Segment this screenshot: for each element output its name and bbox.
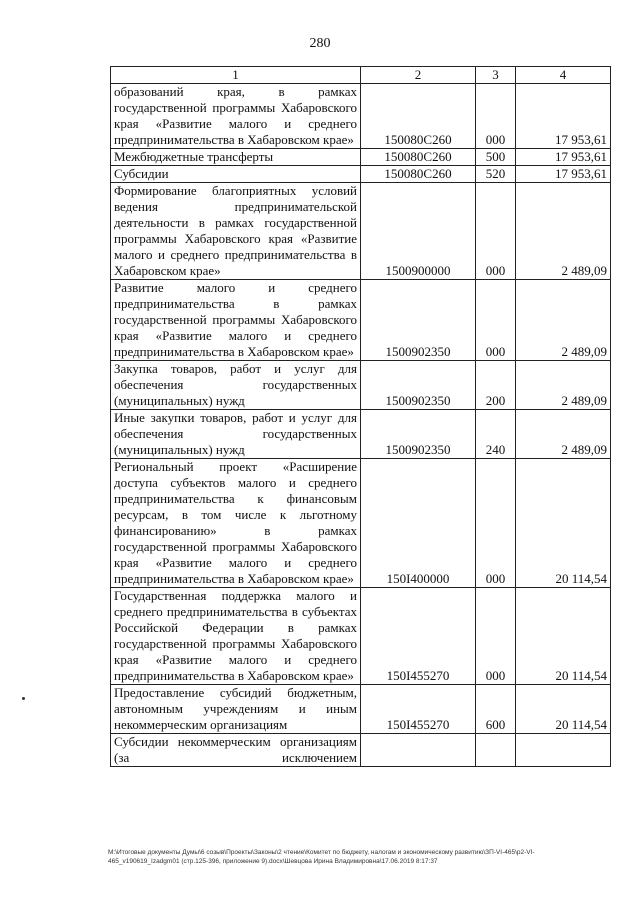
row-amount: 20 114,54 bbox=[516, 459, 611, 588]
table-row bbox=[111, 280, 611, 361]
table-row bbox=[111, 588, 611, 685]
table-row bbox=[111, 166, 611, 183]
row-code: 150I455270 bbox=[361, 685, 476, 734]
row-name: образований края, в рамках государственной программы Хабаровского края «Развитие малого и среднего предпринимательства в Хабаровском крае» bbox=[111, 84, 361, 149]
row-amount: 17 953,61 bbox=[516, 149, 611, 166]
row-code: 150080С260 bbox=[361, 166, 476, 183]
file-path-footer bbox=[108, 848, 613, 866]
page-number: 280 bbox=[309, 36, 331, 51]
row-type: 240 bbox=[476, 410, 516, 459]
row-code: 150I455270 bbox=[361, 588, 476, 685]
table-row bbox=[111, 183, 611, 280]
table-row bbox=[111, 84, 611, 149]
row-type: 600 bbox=[476, 685, 516, 734]
row-name: Региональный проект «Расширение доступа субъектов малого и среднего предпринимательства к финансовым ресурсам, в том числе к льготному финансированию» в рамках государственной программы Хабаровского края «Развитие малого и среднего предпринимательства в Хабаровском крае» bbox=[111, 459, 361, 588]
row-amount: 2 489,09 bbox=[516, 183, 611, 280]
row-type: 000 bbox=[476, 84, 516, 149]
row-amount: 2 489,09 bbox=[516, 280, 611, 361]
column-header: 3 bbox=[476, 67, 516, 84]
table-row bbox=[111, 149, 611, 166]
footer-line: 465_v190619_Izadgm01 (стр.125-396, приложение 9).docx\Шевцова Ирина Владимировна\17.06.2019 8:17:37 bbox=[108, 858, 438, 865]
header-row bbox=[111, 67, 611, 84]
row-amount bbox=[516, 734, 611, 767]
row-code: 150080С260 bbox=[361, 84, 476, 149]
row-name: Субсидии bbox=[111, 166, 361, 183]
row-code bbox=[361, 734, 476, 767]
row-type: 000 bbox=[476, 183, 516, 280]
footer-line: М:\Итоговые документы Думы\6 созыв\Проекты\Законы\2 чтение\Комитет по бюджету, налогам и экономическому развитию\ЗП-VI-465\р2-VI- bbox=[108, 849, 535, 856]
row-amount: 2 489,09 bbox=[516, 410, 611, 459]
row-name: Государственная поддержка малого и среднего предпринимательства в субъектах Российской Федерации в рамках государственной программы Хабаровского края «Развитие малого и среднего предпринимательства в Хабаровском крае» bbox=[111, 588, 361, 685]
row-type bbox=[476, 734, 516, 767]
row-name: Межбюджетные трансферты bbox=[111, 149, 361, 166]
table-row bbox=[111, 685, 611, 734]
row-amount: 17 953,61 bbox=[516, 166, 611, 183]
table-row bbox=[111, 734, 611, 767]
column-header: 1 bbox=[111, 67, 361, 84]
row-code: 1500902350 bbox=[361, 410, 476, 459]
budget-table bbox=[110, 66, 611, 767]
row-type: 000 bbox=[476, 280, 516, 361]
row-amount: 2 489,09 bbox=[516, 361, 611, 410]
row-amount: 17 953,61 bbox=[516, 84, 611, 149]
row-code: 1500902350 bbox=[361, 361, 476, 410]
row-amount: 20 114,54 bbox=[516, 588, 611, 685]
row-name: Субсидии некоммерческим организациям (за исключением bbox=[111, 734, 361, 767]
row-name: Предоставление субсидий бюджетным, автономным учреждениям и иным некоммерческим организациям bbox=[111, 685, 361, 734]
margin-dot bbox=[22, 697, 25, 700]
row-type: 000 bbox=[476, 459, 516, 588]
table-row bbox=[111, 459, 611, 588]
table-row bbox=[111, 361, 611, 410]
row-type: 200 bbox=[476, 361, 516, 410]
row-type: 000 bbox=[476, 588, 516, 685]
row-code: 1500902350 bbox=[361, 280, 476, 361]
row-name: Развитие малого и среднего предпринимательства в рамках государственной программы Хабаровского края «Развитие малого и среднего предпринимательства в Хабаровском крае» bbox=[111, 280, 361, 361]
row-name: Закупка товаров, работ и услуг для обеспечения государственных (муниципальных) нужд bbox=[111, 361, 361, 410]
table-row bbox=[111, 410, 611, 459]
row-code: 150I400000 bbox=[361, 459, 476, 588]
row-code: 150080С260 bbox=[361, 149, 476, 166]
row-name: Иные закупки товаров, работ и услуг для обеспечения государственных (муниципальных) нужд bbox=[111, 410, 361, 459]
row-name: Формирование благоприятных условий ведения предпринимательской деятельности в рамках государственной программы Хабаровского края «Развитие малого и среднего предпринимательства в Хабаровском крае» bbox=[111, 183, 361, 280]
row-type: 520 bbox=[476, 166, 516, 183]
row-code: 1500900000 bbox=[361, 183, 476, 280]
row-amount: 20 114,54 bbox=[516, 685, 611, 734]
column-header: 4 bbox=[516, 67, 611, 84]
row-type: 500 bbox=[476, 149, 516, 166]
column-header: 2 bbox=[361, 67, 476, 84]
